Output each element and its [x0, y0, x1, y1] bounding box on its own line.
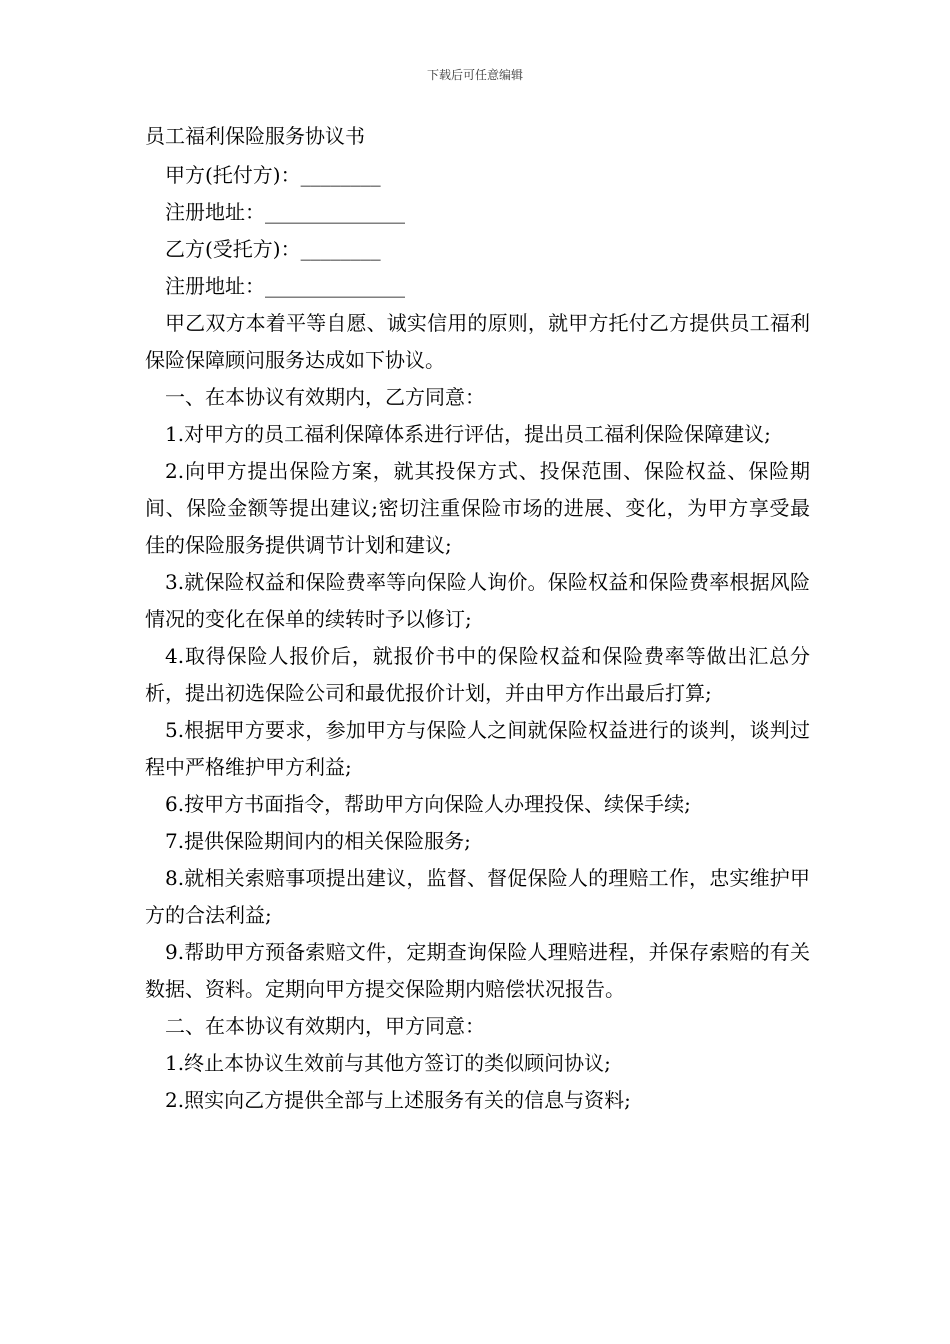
section-1-item: 4.取得保险人报价后，就报价书中的保险权益和保险费率等做出汇总分析，提出初选保险公司和最优报价计划，并由甲方作出最后打算;	[145, 644, 810, 705]
section-1-item: 8.就相关索赔事项提出建议，监督、督促保险人的理赔工作，忠实维护甲方的合法利益;	[145, 866, 810, 927]
section-2-item: 1.终止本协议生效前与其他方签订的类似顾问协议;	[165, 1051, 611, 1075]
party-b-address-line: 注册地址：______________	[165, 274, 405, 298]
section-1-item: 3.就保险权益和保险费率等向保险人询价。保险权益和保险费率根据风险情况的变化在保单的续转时予以修订;	[145, 570, 810, 631]
document-title: 员工福利保险服务协议书	[145, 124, 365, 148]
party-a-address-line: 注册地址：______________	[165, 200, 405, 224]
intro-paragraph: 甲乙双方本着平等自愿、诚实信用的原则，就甲方托付乙方提供员工福利保险保障顾问服务达成如下协议。	[145, 311, 810, 372]
section-1-item: 1.对甲方的员工福利保障体系进行评估，提出员工福利保险保障建议;	[165, 422, 771, 446]
section-1-item: 2.向甲方提出保险方案，就其投保方式、投保范围、保险权益、保险期间、保险金额等提出建议;密切注重保险市场的进展、变化，为甲方享受最佳的保险服务提供调节计划和建议;	[145, 459, 810, 557]
section-1-item: 5.根据甲方要求，参加甲方与保险人之间就保险权益进行的谈判，谈判过程中严格维护甲方利益;	[145, 718, 810, 779]
document-body	[145, 120, 810, 1119]
section-1-item: 7.提供保险期间内的相关保险服务;	[165, 829, 471, 853]
section-1-item: 9.帮助甲方预备索赔文件，定期查询保险人理赔进程，并保存索赔的有关数据、资料。定期向甲方提交保险期内赔偿状况报告。	[145, 940, 810, 1001]
party-b-line: 乙方(受托方)：________	[165, 237, 381, 261]
party-a-line: 甲方(托付方)：________	[165, 163, 381, 187]
header-note: 下载后可任意编辑	[426, 68, 523, 82]
section-1-item: 6.按甲方书面指令，帮助甲方向保险人办理投保、续保手续;	[165, 792, 691, 816]
section-1-heading: 一、在本协议有效期内，乙方同意：	[165, 385, 485, 409]
section-2-heading: 二、在本协议有效期内，甲方同意：	[165, 1014, 485, 1038]
section-2-item: 2.照实向乙方提供全部与上述服务有关的信息与资料;	[165, 1088, 631, 1112]
